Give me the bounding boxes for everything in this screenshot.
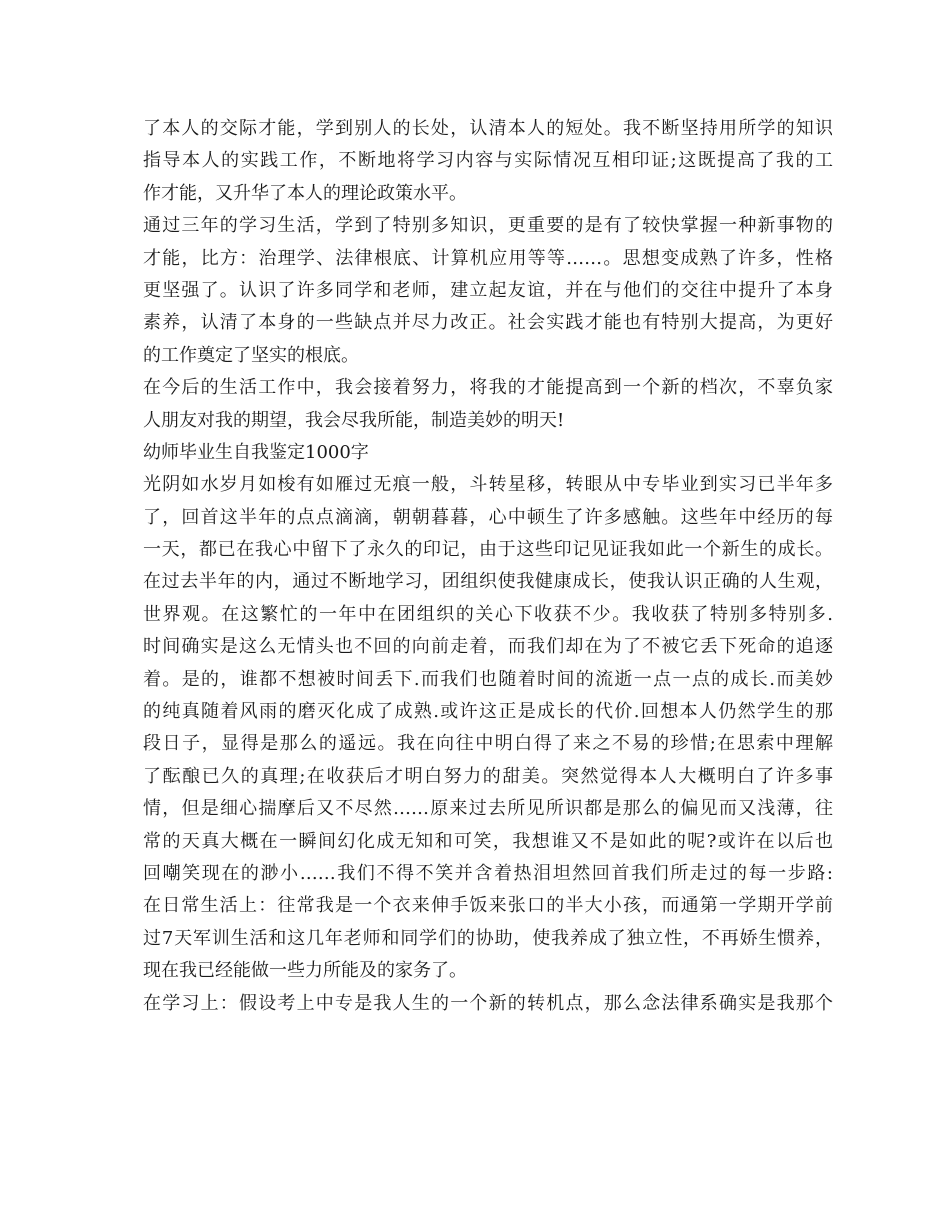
text-line: 过7天军训生活和这几年老师和同学们的协助，使我养成了独立性，不再娇生惯养，: [143, 927, 833, 949]
text-line: 通过三年的学习生活，学到了特别多知识，更重要的是有了较快掌握一种新事物的: [143, 215, 833, 237]
text-line: 着。是的，谁都不想被时间丢下.而我们也随着时间的流逝一点一点的成长.而美妙: [143, 668, 833, 690]
document-page: [143, 113, 833, 1020]
text-line: 在过去半年的内，通过不断地学习，团组织使我健康成长，使我认识正确的人生观，: [143, 571, 833, 593]
text-line: 人朋友对我的期望，我会尽我所能，制造美妙的明天!: [143, 409, 565, 431]
text-line: 情，但是细心揣摩后又不尽然……原来过去所见所识都是那么的偏见而又浅薄，往: [143, 798, 833, 820]
text-line: 光阴如水岁月如梭有如雁过无痕一般，斗转星移，转眼从中专毕业到实习已半年多: [143, 474, 833, 496]
text-line: 更坚强了。认识了许多同学和老师，建立起友谊，并在与他们的交往中提升了本身: [143, 279, 833, 301]
text-line: 在日常生活上：往常我是一个衣来伸手饭来张口的半大小孩，而通第一学期开学前: [143, 895, 833, 917]
text-line: 素养，认清了本身的一些缺点并尽力改正。社会实践才能也有特别大提高，为更好: [143, 312, 833, 334]
text-line: 在学习上：假设考上中专是我人生的一个新的转机点，那么念法律系确实是我那个: [143, 992, 833, 1014]
text-line: 在今后的生活工作中，我会接着努力，将我的才能提高到一个新的档次，不辜负家: [143, 377, 833, 399]
text-line: 的工作奠定了坚实的根底。: [143, 344, 359, 366]
text-line: 了，回首这半年的点点滴滴，朝朝暮暮，心中顿生了许多感触。这些年中经历的每: [143, 506, 833, 528]
text-line: 才能，比方：治理学、法律根底、计算机应用等等……。思想变成熟了许多，性格: [143, 247, 833, 269]
text-line: 一天，都已在我心中留下了永久的印记，由于这些印记见证我如此一个新生的成长。: [143, 539, 833, 561]
text-line: 指导本人的实践工作，不断地将学习内容与实际情况互相印证;这既提高了我的工: [143, 150, 833, 172]
text-line: 世界观。在这繁忙的一年中在团组织的关心下收获不少。我收获了特别多特别多.: [143, 603, 833, 625]
document-body: [143, 113, 833, 1020]
text-line: 段日子，显得是那么的遥远。我在向往中明白得了来之不易的珍惜;在思索中理解: [143, 733, 833, 755]
text-line: 回嘲笑现在的渺小……我们不得不笑并含着热泪坦然回首我们所走过的每一步路:: [143, 862, 833, 884]
text-line: 了本人的交际才能，学到别人的长处，认清本人的短处。我不断坚持用所学的知识: [143, 118, 833, 139]
text-line: 的纯真随着风雨的磨灭化成了成熟.或许这正是成长的代价.回想本人仍然学生的那: [143, 701, 833, 723]
text-line: 常的天真大概在一瞬间幻化成无知和可笑，我想谁又不是如此的呢?或许在以后也: [143, 830, 833, 852]
text-line: 时间确实是这么无情头也不回的向前走着，而我们却在为了不被它丢下死命的追逐: [143, 636, 833, 658]
text-line: 幼师毕业生自我鉴定1000字: [143, 441, 369, 463]
text-line: 了酝酿已久的真理;在收获后才明白努力的甜美。突然觉得本人大概明白了许多事: [143, 765, 833, 787]
text-line: 作才能，又升华了本人的理论政策水平。: [143, 182, 467, 204]
text-line: 现在我已经能做一些力所能及的家务了。: [143, 960, 467, 982]
